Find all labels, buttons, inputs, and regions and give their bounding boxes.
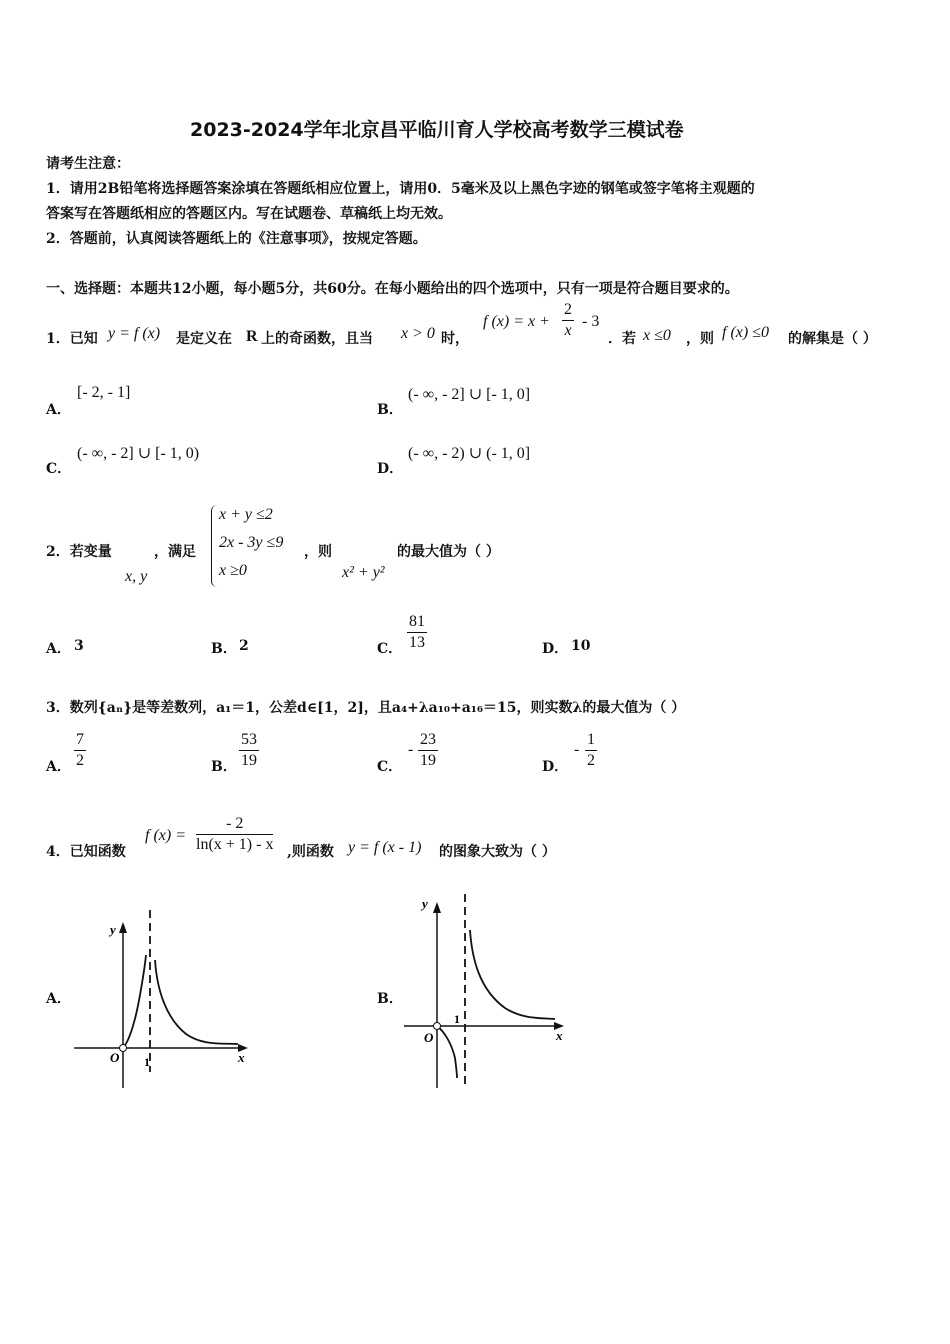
curve-right: [155, 960, 238, 1044]
q2-brace: [211, 505, 218, 587]
notice-line-3: 2．答题前，认真阅读答题纸上的《注意事项》，按规定答题。: [46, 231, 427, 247]
q4-den: ln(x + 1) - x: [196, 836, 274, 853]
q4-text-3: 的图象大致为（ ）: [439, 844, 556, 860]
y-label: y: [110, 922, 116, 937]
q3-c-sign: -: [408, 741, 414, 758]
notice-heading: 请考生注意：: [46, 156, 130, 172]
q1-option-a-label[interactable]: A．: [46, 402, 71, 418]
q1-option-b[interactable]: (- ∞, - 2] ∪ [- 1, 0]: [408, 386, 531, 403]
curve-left: [437, 1026, 457, 1078]
q1-minus3: - 3: [582, 313, 600, 330]
q3-a-num: 7: [74, 730, 86, 751]
q3-d-sign: -: [574, 741, 580, 758]
q3-option-b-label[interactable]: B．: [211, 759, 237, 775]
curve-right: [470, 930, 555, 1019]
q1-option-c[interactable]: (- ∞, - 2] ∪ [- 1, 0): [77, 445, 200, 462]
q1-inequality: f (x) ≤0: [722, 324, 769, 341]
q2-objective: x² + y²: [342, 564, 385, 581]
q4-num: - 2: [196, 814, 273, 835]
section-heading: 一、选择题：本题共12小题，每小题5分，共60分。在每小题给出的四个选项中，只有一项是符合题目要求的。: [46, 281, 739, 297]
q2-constraint-1: x + y ≤2: [219, 506, 273, 523]
q2-constraint-2: 2x - 3y ≤9: [219, 534, 284, 551]
q1-function: f (x) = x +: [483, 313, 550, 330]
q1-text-5: ．若: [608, 331, 636, 347]
q1-option-b-label[interactable]: B．: [377, 402, 403, 418]
curve-left: [123, 955, 146, 1048]
x-label: x: [556, 1028, 563, 1043]
q1-option-d[interactable]: (- ∞, - 2) ∪ (- 1, 0]: [408, 445, 531, 462]
origin-label: O: [424, 1030, 434, 1045]
q3-text: 3．数列{aₙ}是等差数列，a₁＝1，公差d∈[1，2]，且a₄+λa₁₀+a₁₆＝15，则实数λ的最大值为（ ）: [46, 700, 686, 716]
q2-text-3: ，则: [304, 544, 332, 560]
q2-option-d-label[interactable]: D．: [542, 641, 569, 657]
tick-1: 1: [144, 1055, 150, 1069]
origin-point: [120, 1045, 127, 1052]
q4-text-2: ,则函数: [287, 844, 334, 860]
y-axis-arrow: [119, 922, 127, 933]
q2-option-c[interactable]: [407, 612, 427, 653]
q3-d-num: 1: [585, 730, 597, 751]
q3-d-den: 2: [587, 752, 595, 769]
tick-1: 1: [454, 1012, 460, 1026]
q1-condition: x > 0: [401, 325, 435, 342]
q4-prefix: 4．已知函数: [46, 844, 126, 860]
origin-point: [434, 1023, 441, 1030]
q4-graph-b[interactable]: [400, 890, 575, 1090]
q3-b-den: 19: [241, 752, 257, 769]
y-label: y: [422, 896, 428, 911]
q4-option-b-label[interactable]: B．: [377, 991, 403, 1007]
q1-frac-den: x: [564, 322, 572, 339]
q2-option-c-label[interactable]: C．: [377, 641, 403, 657]
q4-fraction: [196, 814, 273, 855]
q2-text-4: 的最大值为（ ）: [397, 544, 500, 560]
q2-vars: x, y: [125, 568, 148, 585]
q1-text-2: 是定义在: [176, 331, 232, 347]
q2-c-num: 81: [407, 612, 427, 633]
q3-a-den: 2: [76, 752, 84, 769]
q3-b-num: 53: [239, 730, 259, 751]
q1-option-a[interactable]: [- 2, - 1]: [77, 384, 131, 401]
q4-option-a-label[interactable]: A．: [46, 991, 71, 1007]
q4-graph-a[interactable]: [68, 900, 258, 1090]
q2-prefix: 2．若变量: [46, 544, 112, 560]
x-label: x: [238, 1050, 245, 1065]
q1-text-3: 上的奇函数，且当: [261, 331, 373, 347]
q4-expr: y = f (x - 1): [348, 839, 422, 856]
q1-prefix: 1．已知: [46, 331, 98, 347]
q3-option-d[interactable]: [585, 730, 597, 771]
q3-option-c[interactable]: [418, 730, 438, 771]
q4-function: f (x) =: [145, 827, 186, 844]
q3-option-d-label[interactable]: D．: [542, 759, 569, 775]
q3-option-a[interactable]: [74, 730, 86, 771]
q3-option-b[interactable]: [239, 730, 259, 771]
q1-text-7: 的解集是（ ）: [788, 331, 877, 347]
q1-fraction: [562, 300, 574, 341]
q1-text-6: ，则: [686, 331, 714, 347]
q1-frac-num: 2: [562, 300, 574, 321]
q1-real-set: R: [246, 328, 258, 345]
q2-option-a[interactable]: 3: [74, 638, 84, 654]
q3-option-c-label[interactable]: C．: [377, 759, 403, 775]
q1-condition-2: x ≤0: [643, 327, 671, 344]
q2-option-b-label[interactable]: B．: [211, 641, 237, 657]
q2-option-a-label[interactable]: A．: [46, 641, 71, 657]
q2-option-b[interactable]: 2: [239, 638, 249, 654]
y-axis-arrow: [433, 902, 441, 913]
q3-c-num: 23: [418, 730, 438, 751]
q3-c-den: 19: [420, 752, 436, 769]
q1-text-4: 时，: [441, 331, 469, 347]
q2-c-den: 13: [409, 634, 425, 651]
q2-option-d[interactable]: 10: [571, 638, 591, 654]
notice-line-1: 1．请用2B铅笔将选择题答案涂填在答题纸相应位置上，请用0．5毫米及以上黑色字迹的钢笔或签字笔将主观题的: [46, 181, 755, 197]
q1-option-d-label[interactable]: D．: [377, 461, 404, 477]
q1-option-c-label[interactable]: C．: [46, 461, 72, 477]
q2-text-2: ，满足: [154, 544, 196, 560]
q1-expr: y = f (x): [108, 325, 161, 342]
notice-line-2: 答案写在答题纸相应的答题区内。写在试题卷、草稿纸上均无效。: [46, 206, 452, 222]
page-title: 2023-2024学年北京昌平临川育人学校高考数学三模试卷: [190, 119, 684, 141]
q2-constraint-3: x ≥0: [219, 562, 247, 579]
origin-label: O: [110, 1050, 120, 1065]
q3-option-a-label[interactable]: A．: [46, 759, 71, 775]
